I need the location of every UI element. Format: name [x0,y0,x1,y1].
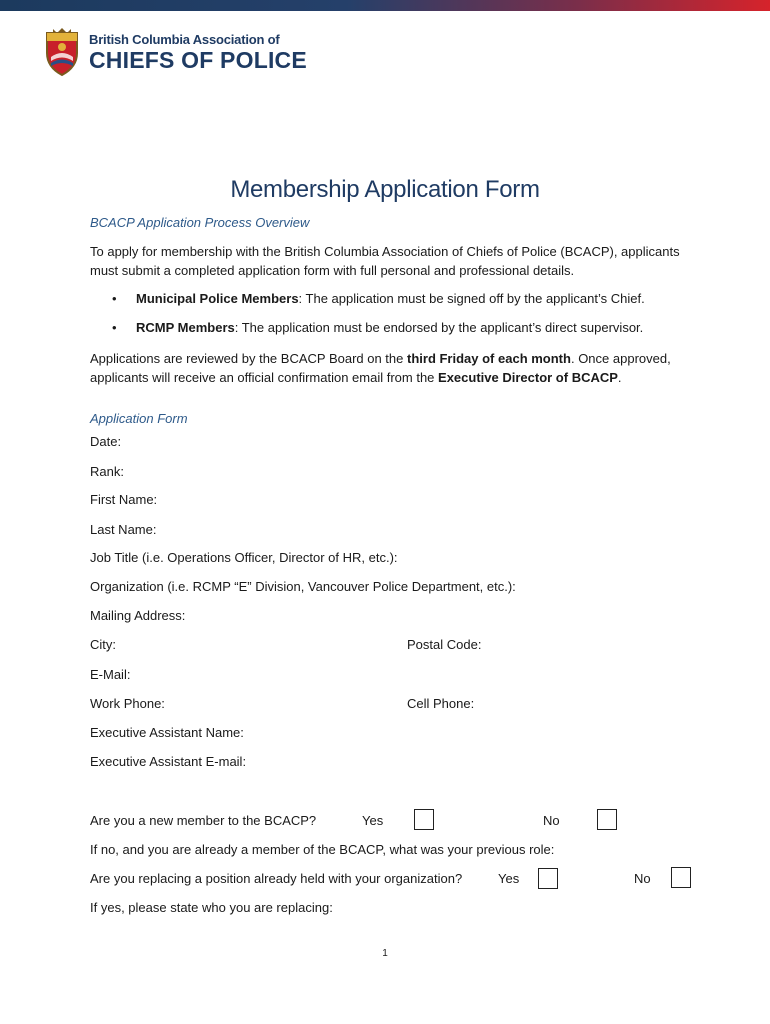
organization-field-label[interactable]: Organization (i.e. RCMP “E” Division, Vancouver Police Department, etc.): [90,579,516,594]
replacing-position-question: Are you replacing a position already held with your organization? [90,871,463,886]
crest-icon [43,27,81,77]
date-field-label[interactable]: Date: [90,434,122,449]
bullet-marker: • [112,291,117,306]
bullet-marker: • [112,320,117,335]
bcacp-logo [43,27,307,77]
replacing-yes-checkbox[interactable] [538,868,558,889]
page-number: 1 [382,948,388,959]
replacing-yes-label: Yes [498,871,520,886]
last-name-field-label[interactable]: Last Name: [90,522,157,537]
review-text-3: . [617,370,622,385]
new-member-no-label: No [543,813,560,828]
bullet-municipal-text: : The application must be signed off by the applicant’s Chief. [298,291,645,306]
first-name-field-label[interactable]: First Name: [90,492,158,507]
bullet-rcmp-label: RCMP Members [136,320,235,335]
new-member-question: Are you a new member to the BCACP? [90,813,317,828]
mailing-address-field-label[interactable]: Mailing Address: [90,608,186,623]
replacing-who-question[interactable]: If yes, please state who you are replacing: [90,900,333,915]
cell-phone-field-label[interactable]: Cell Phone: [407,696,475,711]
review-bold-1: third Friday of each month [407,351,571,366]
new-member-yes-label: Yes [362,813,384,828]
bullet-rcmp [136,320,643,335]
overview-intro: To apply for membership with the British Columbia Association of Chiefs of Police (BCACP), applicants must submit a completed application form with full personal and professional details. [90,244,680,278]
replacing-no-label: No [634,871,651,886]
review-text-2: . Once approved, applicants will receive an official confirmation email from the [90,351,671,385]
review-bold-2: Executive Director of BCACP [438,370,618,385]
logo-org-line2: CHIEFS OF POLICE [89,46,307,73]
ea-email-field-label[interactable]: Executive Assistant E-mail: [90,754,247,769]
review-text-1: Applications are reviewed by the BCACP Board on the [90,351,407,366]
application-form-heading: Application Form [90,411,188,426]
header-color-band [0,0,770,11]
review-paragraph [90,349,690,387]
page-title: Membership Application Form [230,176,540,203]
work-phone-field-label[interactable]: Work Phone: [90,696,165,711]
replacing-no-checkbox[interactable] [671,867,691,888]
new-member-yes-checkbox[interactable] [414,809,434,830]
new-member-no-checkbox[interactable] [597,809,617,830]
ea-name-field-label[interactable]: Executive Assistant Name: [90,725,244,740]
job-title-field-label[interactable]: Job Title (i.e. Operations Officer, Director of HR, etc.): [90,550,398,565]
overview-heading: BCACP Application Process Overview [90,215,310,230]
previous-role-question[interactable]: If no, and you are already a member of the BCACP, what was your previous role: [90,842,555,857]
email-field-label[interactable]: E-Mail: [90,667,131,682]
city-field-label[interactable]: City: [90,637,116,652]
bullet-municipal-label: Municipal Police Members [136,291,299,306]
postal-code-field-label[interactable]: Postal Code: [407,637,482,652]
rank-field-label[interactable]: Rank: [90,464,124,479]
bullet-rcmp-text: : The application must be endorsed by the applicant’s direct supervisor. [234,320,644,335]
logo-org-line1: British Columbia Association of [89,31,280,47]
bullet-municipal [136,291,645,306]
